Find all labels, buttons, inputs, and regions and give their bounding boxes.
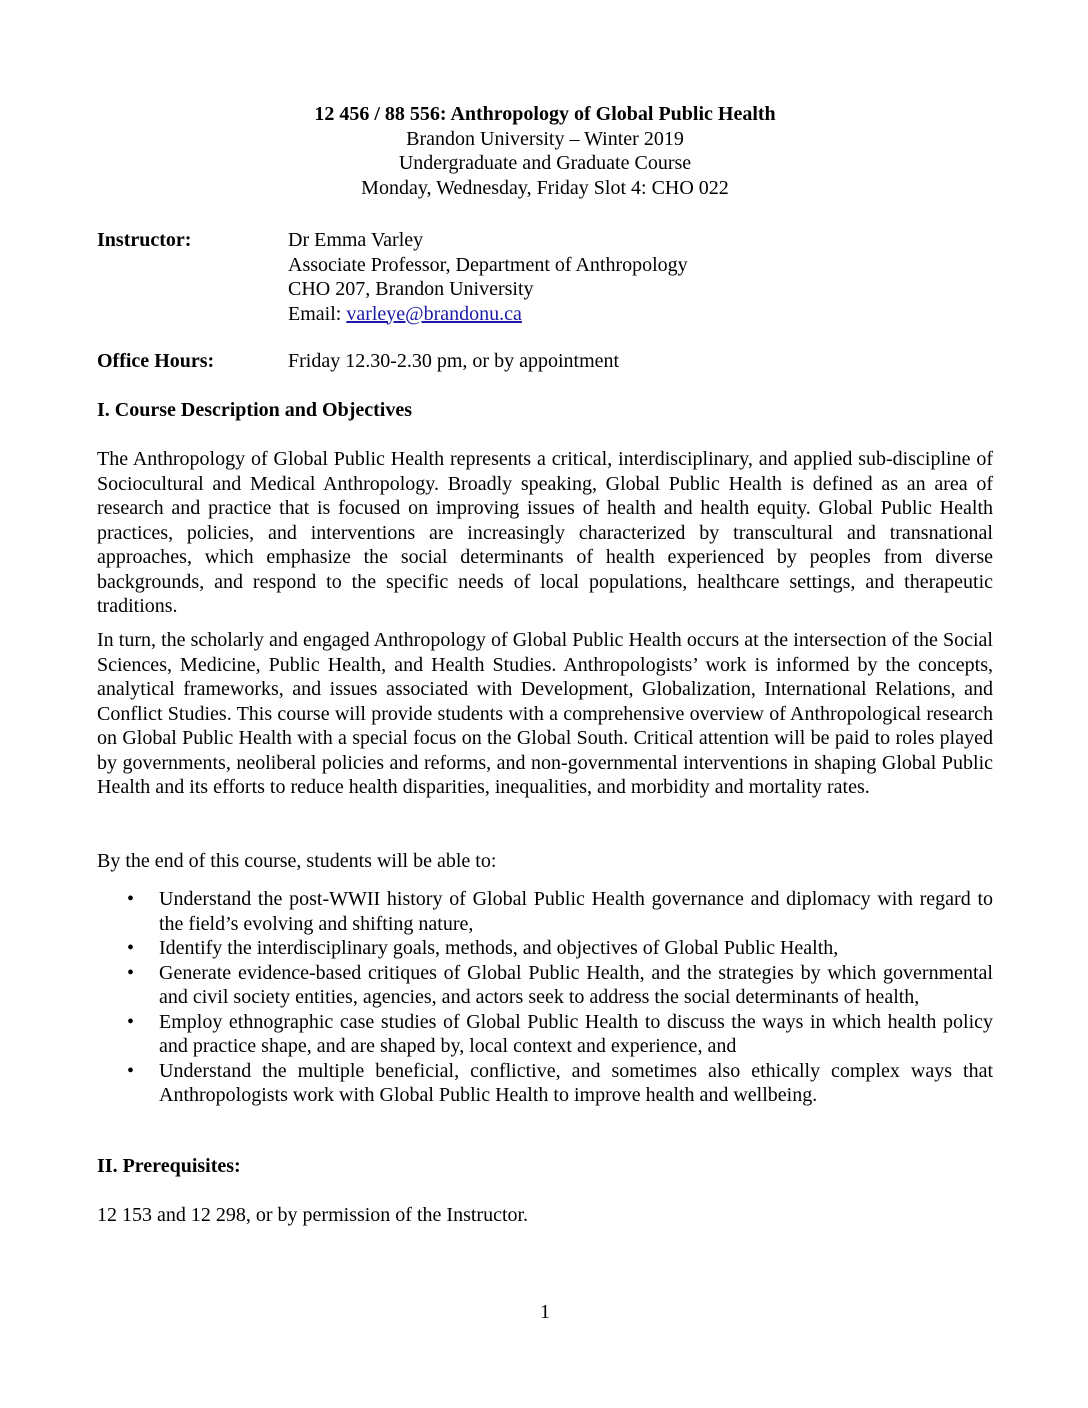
instructor-label: Instructor: [97, 229, 192, 251]
objective-text: Understand the multiple beneficial, conflictive, and sometimes also ethically complex ways that Anthropologists work with Global Public Health to improve health and wellbeing. [159, 1059, 993, 1106]
list-item [97, 887, 993, 936]
instructor-name: Dr Emma Varley [288, 229, 424, 251]
bullet-icon: • [127, 1059, 135, 1082]
instructor-details [288, 228, 688, 326]
bullet-icon: • [127, 1010, 135, 1033]
objective-text: Understand the post-WWII history of Global Public Health governance and diplomacy with regard to the field’s evolving and shifting nature, [159, 888, 993, 935]
list-item [97, 1059, 993, 1108]
course-header [97, 102, 993, 200]
list-item [97, 1010, 993, 1059]
page-number: 1 [540, 1301, 550, 1323]
email-link[interactable]: varleye@brandonu.ca [346, 302, 522, 325]
objective-text: Employ ethnographic case studies of Global Public Health to discuss the ways in which health policy and practice shape, and are shaped by, local context and experience, and [159, 1010, 993, 1057]
objectives-list [97, 887, 993, 1108]
list-item [97, 961, 993, 1010]
course-level: Undergraduate and Graduate Course [398, 152, 692, 174]
course-schedule: Monday, Wednesday, Friday Slot 4: CHO 022 [361, 176, 729, 199]
bullet-icon: • [127, 961, 135, 984]
instructor-email-line [288, 302, 688, 327]
course-title: 12 456 / 88 556: Anthropology of Global Public Health [314, 103, 776, 125]
list-item [97, 936, 993, 961]
bullet-icon: • [127, 937, 135, 959]
instructor-position: Associate Professor, Department of Anthropology [288, 253, 688, 276]
objectives-intro: By the end of this course, students will be able to: [97, 850, 497, 872]
office-hours-label: Office Hours: [97, 350, 215, 372]
bullet-icon: • [127, 888, 135, 910]
document-page [97, 0, 993, 1408]
university-term: Brandon University – Winter 2019 [406, 127, 684, 150]
instructor-office: CHO 207, Brandon University [288, 278, 534, 300]
description-paragraph-1: The Anthropology of Global Public Health represents a critical, interdisciplinary, and applied sub-discipline of Sociocultural and Medical Anthropology. Broadly speaking, Global Public Health is defined as an area of research and practice that is focused on improving issues of health and health equity. Global Public Health practices, policies, and interventions are increasingly characterized by transcultural and transnational approaches, which emphasize the social determinants of health experienced by peoples from diverse backgrounds, and respond to the specific needs of local populations, healthcare settings, and therapeutic traditions. [97, 448, 993, 617]
section-2-heading: II. Prerequisites: [97, 1155, 241, 1177]
objective-text: Generate evidence-based critiques of Global Public Health, and the strategies by which governmental and civil society entities, agencies, and actors seek to address the social determinants of health, [159, 961, 993, 1008]
objective-text: Identify the interdisciplinary goals, methods, and objectives of Global Public Health, [159, 937, 839, 959]
email-label: Email: [288, 302, 342, 325]
section-1-heading: I. Course Description and Objectives [97, 399, 412, 421]
prerequisites-text: 12 153 and 12 298, or by permission of the Instructor. [97, 1204, 529, 1226]
office-hours-value: Friday 12.30-2.30 pm, or by appointment [288, 350, 620, 372]
description-paragraph-2: In turn, the scholarly and engaged Anthropology of Global Public Health occurs at the intersection of the Social Sciences, Medicine, Public Health, and Health Studies. Anthropologists’ work is informed by the concepts, analytical frameworks, and issues associated with Development, Globalization, International Relations, and Conflict Studies. This course will provide students with a comprehensive overview of Anthropological research on Global Public Health with a special focus on the Global South. Critical attention will be paid to roles played by governments, neoliberal policies and reforms, and non-governmental interventions in shaping Global Public Health and its efforts to reduce health disparities, inequalities, and morbidity and mortality rates. [97, 629, 993, 798]
